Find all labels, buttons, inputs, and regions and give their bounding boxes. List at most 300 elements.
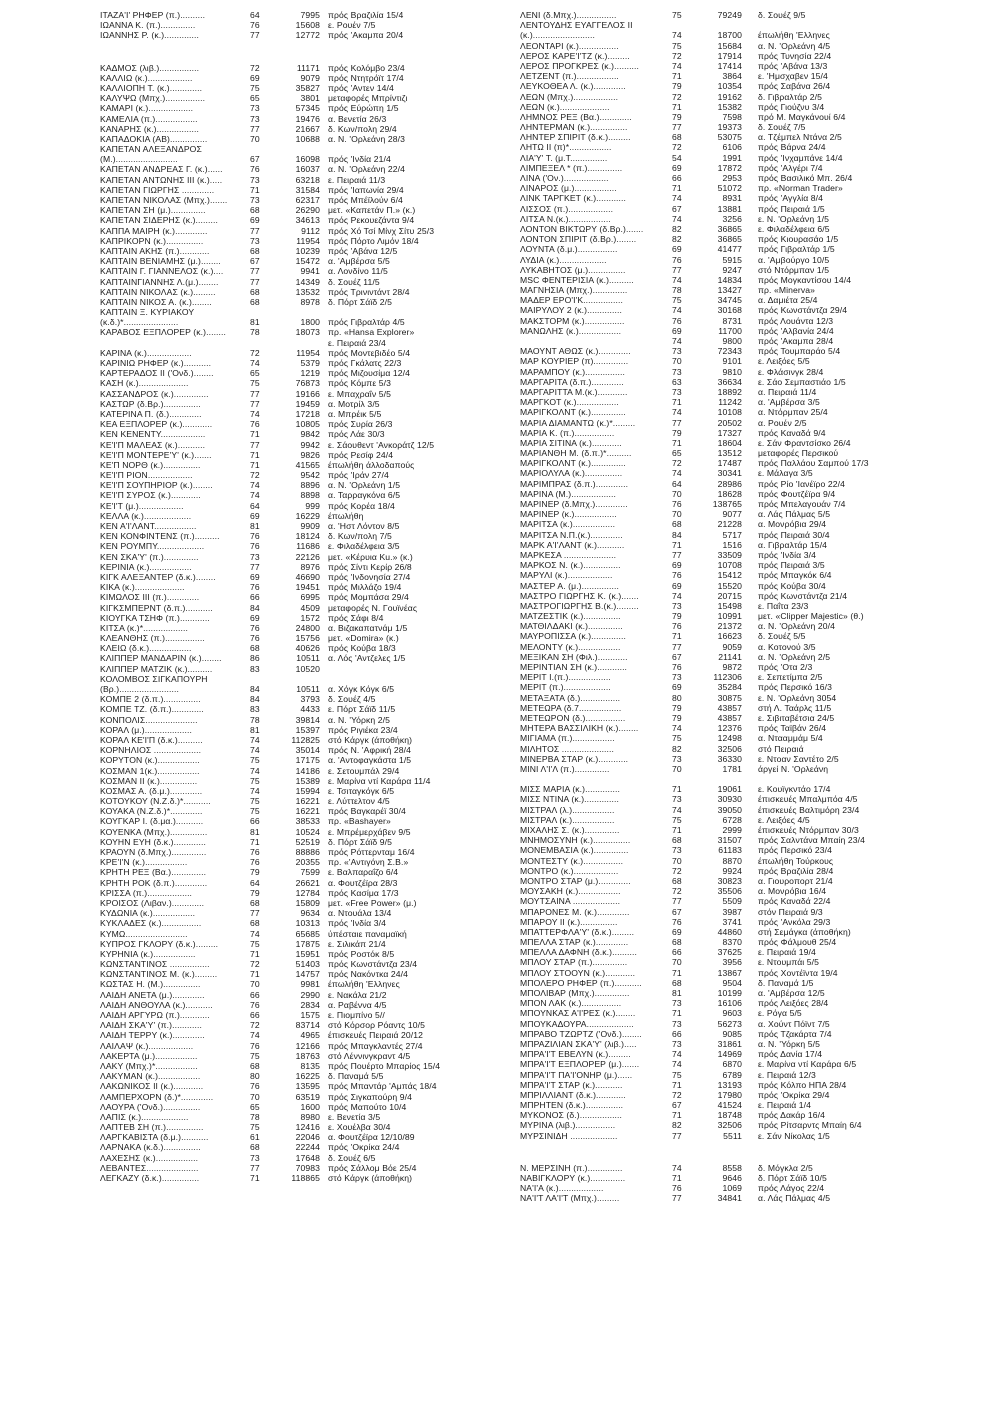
tonnage: 39814	[295, 714, 320, 725]
tonnage: 10708	[717, 560, 742, 571]
ship-status: πρός Λάγος 22/4	[758, 1183, 825, 1194]
build-year: 75	[250, 806, 260, 817]
build-year: 74	[672, 407, 682, 418]
ship-row	[520, 305, 950, 315]
build-year: 73	[250, 103, 260, 114]
tonnage: 4433	[300, 704, 320, 715]
ship-row	[100, 205, 500, 215]
build-year: 77	[672, 1193, 682, 1204]
tonnage: 17872	[717, 162, 742, 173]
ship-status: α. Ν. 'Υόρκη 5/5	[758, 1038, 820, 1049]
ship-row	[100, 908, 500, 918]
build-year: 74	[672, 60, 682, 71]
ship-name: ΛΟΝΤΟΝ ΣΠΙΡΙΤ (δ.Βρ.)........	[520, 234, 637, 245]
tonnage: 18124	[295, 531, 320, 542]
ship-status: α. Πειραιά 11/4	[758, 386, 817, 397]
ship-name: ΛΕΩΝ (κ.)....................	[520, 101, 610, 112]
ship-name: ΛΑΡΝΑΚΑ (κ.δ.)...............	[100, 1142, 201, 1153]
ship-status: πρός 'Ακαμπα 28/4	[758, 336, 834, 346]
build-year: 66	[250, 592, 260, 603]
tonnage: 43857	[717, 702, 742, 713]
build-year: 76	[672, 662, 682, 672]
ship-name: ΚΕΝ Α'Ι'ΛΑΝΤ.................	[100, 521, 197, 531]
ship-row	[100, 20, 500, 30]
ship-row	[100, 1041, 500, 1051]
ship-status: πρός Κόμπε 5/3	[328, 378, 391, 389]
ship-row	[520, 917, 950, 927]
build-year: 82	[672, 234, 682, 245]
ship-name: ΛΑΙΔΗ ΤΕΡΡΥ (κ.).............	[100, 1030, 205, 1041]
build-year: 74	[672, 590, 682, 601]
ship-row	[520, 733, 950, 743]
ship-row	[100, 460, 500, 470]
ship-name: ΝΑ'Ι'Α (κ.)..................	[520, 1183, 604, 1194]
ship-status: πρός Λουάντα 12/3	[758, 315, 834, 326]
ship-row	[100, 939, 500, 949]
tonnage: 37625	[717, 947, 742, 958]
build-year: 74	[250, 785, 260, 796]
tonnage: 17980	[717, 1089, 742, 1100]
tonnage: 12376	[717, 723, 742, 734]
build-year: 66	[672, 1028, 682, 1039]
ship-name: ΚΟΤΟΥΚΟΥ (Ν.Ζ.δ.)*...........	[100, 796, 211, 807]
tonnage: 5509	[722, 896, 742, 907]
tonnage: 36634	[717, 376, 742, 387]
build-year: 74	[672, 723, 682, 734]
tonnage: 1781	[722, 763, 742, 774]
ship-status: πρός 'Αντεν 14/4	[328, 82, 394, 93]
build-year: 66	[672, 947, 682, 958]
tonnage: 40626	[295, 643, 320, 654]
ship-row	[100, 175, 500, 185]
build-year: 73	[672, 1018, 682, 1029]
tonnage: 1516	[722, 539, 742, 550]
build-year: 84	[250, 694, 260, 705]
build-year: 68	[672, 132, 682, 143]
tonnage: 13512	[717, 448, 742, 459]
ship-status: δ. Γιβραλτάρ 2/5	[758, 91, 822, 102]
build-year: 73	[672, 794, 682, 805]
ship-name: ΛΑΟΥΡΑ ('Ονδ.)...............	[100, 1101, 201, 1112]
ship-status: δ. Σουέζ 7/5	[758, 122, 806, 133]
ship-row	[100, 226, 500, 236]
ship-name: ΜΠΑΤΤΕΡΦΛΑ'Υ' (δ.κ.).........	[520, 926, 635, 937]
ship-row	[520, 407, 950, 417]
build-year: 76	[250, 633, 260, 644]
build-year: 68	[672, 519, 682, 530]
tonnage: 15809	[295, 897, 320, 908]
ship-status: στό Κάργκ (άποθήκη)	[328, 1173, 413, 1183]
ship-status: α. Λάς Πάλμας 5/5	[758, 509, 831, 520]
ship-status: πρός Κόλπο ΗΠΑ 28/4	[758, 1079, 847, 1090]
tonnage: 44860	[717, 926, 742, 937]
ship-row	[520, 1039, 950, 1049]
tonnage: 16225	[295, 1071, 320, 1082]
ship-row	[520, 957, 950, 967]
ship-name: ΚΕ'Ι'Π ΜΑΛΕΑΣ (κ.)...........	[100, 439, 206, 450]
tonnage: 30823	[717, 875, 742, 886]
build-year: 64	[250, 10, 260, 20]
ship-status: πρός 'Οκρίκα 29/4	[758, 1089, 830, 1100]
tonnage: 15608	[295, 20, 320, 31]
ship-name: ΚΟΥΗΝ ΕΥΗ (δ.κ.).............	[100, 836, 206, 847]
ship-row	[100, 1142, 500, 1152]
ship-row	[100, 684, 500, 694]
ship-status: στό Κάργκ (άποθήκη)	[328, 734, 413, 745]
ship-status: ε. Κουϊγκντάο 17/4	[758, 784, 831, 795]
ship-row	[520, 397, 950, 407]
ship-name: ΜΑΤΘΙΛΔΑΚΙ (κ.)..............	[520, 621, 623, 632]
ship-status: ε. Ρόγα 5/5	[758, 1008, 802, 1019]
ship-name: ΛΑΚΥ (Μπχ.)*.................	[100, 1060, 198, 1071]
ship-row	[100, 562, 500, 572]
build-year: 71	[250, 1173, 260, 1183]
ship-row	[100, 399, 500, 409]
build-year: 76	[672, 621, 682, 632]
tonnage: 9842	[300, 429, 320, 440]
tonnage: 1991	[722, 152, 742, 163]
tonnage: 8896	[300, 480, 320, 491]
ship-name: MSC ΦΕΝΤΕΡΙΣΙΑ (κ.)..........	[520, 274, 634, 285]
tonnage: 15756	[295, 633, 320, 644]
tonnage: 11700	[718, 325, 742, 336]
ship-name: ΜΠΟΛΙΒΑΡ (Μπχ.)..............	[520, 988, 630, 998]
ship-row	[100, 1010, 500, 1020]
ship-name: ΚΕΑ ΕΞΠΛΟΡΕΡ (κ.)............	[100, 419, 213, 430]
tonnage: 72343	[717, 346, 742, 357]
ship-name: ΜΑΡΙΜΠΡΑΣ (δ.π.).............	[520, 478, 629, 489]
build-year: 81	[250, 724, 260, 735]
tonnage: 8976	[300, 561, 320, 572]
build-year: 72	[672, 142, 682, 153]
ship-row	[520, 998, 950, 1008]
ship-row	[520, 774, 950, 784]
build-year: 71	[672, 183, 682, 194]
ship-row	[520, 805, 950, 815]
ship-name: ΜΥΚΟΝΟΣ (δ.).................	[520, 1110, 623, 1121]
ship-name: ΜΑΡΚ Α'Ι'ΛΑΝΤ (κ.)...........	[520, 539, 625, 550]
ship-row	[100, 480, 500, 490]
ship-name: ΚΑΠΕΤΑΝ ΑΛΕΞΑΝΔΡΟΣ	[100, 144, 202, 155]
ship-status: πρός Μπαγκόκ 6/4	[758, 570, 832, 581]
ship-name: ΜΑΤΖΕΣΤΙΚ (κ.)...............	[520, 611, 621, 622]
build-year: 74	[672, 804, 682, 815]
ship-status: α. Ντόρμπαν 25/4	[758, 407, 828, 418]
ship-row	[520, 815, 950, 825]
ship-status: πρός Ντητρόϊτ 17/4	[328, 72, 404, 83]
tonnage: 19162	[717, 91, 742, 102]
ship-name: ΚΕΝ ΣΚΑ'Υ' (π.)..............	[100, 551, 199, 562]
ship-status: έπωλήθη 'Ελληνες	[758, 30, 830, 41]
ship-status: πρός Κιουρασάο 1/5	[758, 234, 839, 245]
build-year: 77	[250, 266, 260, 277]
ship-status: πρ. «Hansa Explorer»	[328, 327, 415, 338]
build-year: 68	[250, 286, 260, 297]
tonnage: 6106	[722, 142, 742, 153]
ship-row	[100, 704, 500, 714]
tonnage: 18604	[717, 437, 742, 448]
ship-row	[520, 489, 950, 499]
ship-status: πρός Νακόντκα 24/4	[328, 969, 409, 980]
ship-name: ΜΑΡΙΤΣΑ Ν.Π.(κ.).............	[520, 529, 623, 540]
build-year: 79	[672, 111, 682, 122]
ship-name: ΜΙΛΗΤΟΣ .....................	[520, 743, 615, 754]
tonnage: 30168	[717, 305, 742, 316]
ship-status: πρός Κορέα 18/4	[328, 500, 395, 511]
ship-status: πρός Κωνστάντζα 23/4	[328, 959, 418, 970]
build-year: 79	[672, 427, 682, 438]
ship-row	[100, 969, 500, 979]
tonnage: 35284	[717, 682, 742, 693]
build-year: 67	[250, 256, 260, 267]
tonnage: 35827	[295, 82, 320, 93]
ship-status: α. Μονρόβια 16/4	[758, 886, 827, 897]
ship-name: ΜΕΡΙΤ Ι.(π.).................	[520, 672, 611, 683]
build-year: 69	[250, 510, 260, 521]
tonnage: 9542	[300, 470, 320, 481]
ship-name: ΜΑΡΓΑΡΙΤΑ (δ.π.).............	[520, 376, 624, 387]
ship-row	[520, 346, 950, 356]
ship-name: ΜΑΥΡΟΠΙΣΣΑ (κ.)..............	[520, 631, 626, 642]
build-year: 73	[672, 386, 682, 397]
ship-name: ΚΛΕΙΩ (δ.κ.).................	[100, 643, 192, 654]
ship-name: ΛΗΤΩ ΙΙ (π)*.................	[520, 142, 612, 153]
ship-status: πρός Ρίο 'Ιανέϊρο 22/4	[758, 478, 845, 489]
tonnage: 9247	[722, 264, 742, 275]
ship-name: ΙΤΑΖΑ'Ι' ΡΗΦΕΡ (π.)..........	[100, 10, 206, 20]
tonnage: 7598	[722, 111, 742, 122]
tonnage: 13532	[295, 286, 320, 297]
build-year: 74	[250, 1030, 260, 1041]
ship-status: στό Λέννινγκραντ 4/5	[328, 1050, 411, 1061]
ship-row	[100, 1051, 500, 1061]
build-year: 71	[672, 825, 682, 835]
tonnage: 13427	[717, 285, 742, 296]
build-year: 77	[250, 561, 260, 572]
ship-row	[520, 652, 950, 662]
build-year: 71	[672, 539, 682, 550]
ship-name: ΜΕΡΙΤ (π.)...................	[520, 682, 611, 693]
ship-status: δ. Μόγκλα 2/5	[758, 1162, 813, 1173]
ship-status: α. Ντααμμάμ 5/4	[758, 733, 823, 744]
ship-row	[520, 570, 950, 580]
tonnage: 8731	[722, 315, 742, 326]
ship-status: ε. Φιλαδέλφεια 3/5	[328, 541, 400, 552]
ship-name: ΚΙΓΚ ΑΛΕΞΑΝΤΕΡ (δ.κ.)........	[100, 571, 216, 582]
ship-status: πρ. «Minerva»	[758, 285, 816, 296]
build-year: 68	[250, 643, 260, 654]
build-year: 73	[672, 845, 682, 856]
build-year: 76	[250, 1081, 260, 1092]
ship-status: πρός Μιζουσίμα 12/4	[328, 368, 411, 379]
ship-name: ΚΕ'Ι'Π ΜΟΝΤΕΡΕ'Υ' (κ.).......	[100, 449, 212, 460]
ship-row	[520, 51, 950, 61]
ship-name: ΚΩΝΣΤΑΝΤΙΝΟΣ ................	[100, 959, 210, 970]
ship-row	[520, 540, 950, 550]
build-year: 77	[250, 908, 260, 919]
ship-row	[100, 10, 500, 20]
build-year: 76	[250, 1040, 260, 1051]
ship-row	[100, 501, 500, 511]
ship-name: ΛΙΤΣΑ Ν.(κ.).................	[520, 213, 611, 224]
ship-row	[100, 1102, 500, 1112]
ship-name: ΚΑΠΕΤΑΝ ΣΗ (μ.)..............	[100, 205, 206, 216]
ship-row	[520, 601, 950, 611]
ship-status: πρός Ν. 'Αφρική 28/4	[328, 745, 412, 756]
build-year: 68	[672, 977, 682, 988]
ship-name: ΜΟΝΤΡΟ ΣΤΑΡ (μ.).............	[520, 875, 631, 886]
ship-status: πρός Σαλντάνα Μπαίη 23/4	[758, 835, 866, 846]
ship-row	[100, 1112, 500, 1122]
ship-row	[100, 582, 500, 592]
build-year: 69	[250, 612, 260, 623]
ship-row	[520, 418, 950, 428]
ship-row	[520, 896, 950, 906]
ship-status: α. Ν. 'Ορλεάνη 28/3	[328, 133, 405, 144]
ship-name: ΚΙΓΚΣΜΠΕΡΝΤ (δ.π.)...........	[100, 602, 213, 613]
ship-name: ΜΟΝΤΕΣΤΥ (κ.)................	[520, 855, 624, 866]
ship-name: ΛΕΟΝΤΑΡΙ (κ.)................	[520, 40, 619, 51]
ship-status: α. 'Αμβέρσα 3/5	[758, 397, 820, 408]
ship-name: ΚΑΝΑΡΗΣ (κ.).................	[100, 123, 199, 134]
ship-status: πρός Σάφι 8/4	[328, 612, 384, 623]
ship-status: ε. Πειραιά 23/4	[328, 337, 386, 348]
ship-row	[100, 409, 500, 419]
build-year: 71	[672, 631, 682, 642]
ship-row	[520, 102, 950, 112]
ship-status: πρός 'Ακαμπα 20/4	[328, 30, 404, 41]
build-year: 65	[250, 368, 260, 379]
ship-name: ΙΩΑΝΝΗΣ Ρ. (κ.)..............	[100, 30, 200, 41]
ship-row	[100, 389, 500, 399]
ship-row	[100, 73, 500, 83]
ship-name: ΜΙΣΤΡΑΛ (κ.).................	[520, 814, 615, 825]
ship-status: πρ. «Bashayer»	[328, 816, 391, 827]
tonnage: 10313	[295, 918, 320, 929]
ship-row	[100, 541, 500, 551]
tonnage: 41524	[717, 1100, 742, 1111]
build-year: 80	[250, 1071, 260, 1082]
ship-row	[100, 236, 500, 246]
build-year: 68	[250, 296, 260, 307]
ship-status: α. Μοτρίλ 3/5	[328, 398, 380, 409]
build-year: 72	[672, 1089, 682, 1100]
build-year: 67	[672, 1100, 682, 1111]
build-year: 74	[672, 468, 682, 479]
build-year: 76	[672, 916, 682, 927]
build-year: 74	[250, 765, 260, 776]
tonnage: 41565	[295, 459, 320, 470]
ship-status: πρός Σίντι Κερίρ 26/8	[328, 561, 412, 572]
ship-name: ΜΑΡΑΜΠΟΥ (κ.)................	[520, 366, 625, 377]
ship-name: ΛΕΡΟΣ ΚΑΡΕ'Ι'ΤΖ (κ.).........	[520, 50, 630, 61]
ship-name: ΚΟΡΥΤΟΝ (κ.).................	[100, 755, 200, 766]
build-year: 73	[672, 366, 682, 377]
tonnage: 35014	[295, 745, 320, 756]
ship-status: α. Μπρέικ 5/5	[328, 408, 382, 419]
ship-name: ΜΑΡΓΚΟΤ (κ.).................	[520, 397, 619, 408]
ship-row	[520, 1008, 950, 1018]
ship-status: ε. Λειξόες 4/5	[758, 814, 810, 825]
build-year: 84	[672, 529, 682, 540]
tonnage: 10511	[296, 653, 320, 664]
ship-status: πρός 'Αγγλία 8/4	[758, 193, 824, 204]
ship-row	[100, 949, 500, 959]
ship-name: ΜΠΡΑ'Ι'Τ ΣΤΑΡ (κ.)...........	[520, 1079, 623, 1090]
ship-name: ΜΑΝΩΛΗΣ (κ.).................	[520, 325, 622, 336]
ship-status: πρός Κούβα 30/4	[758, 580, 826, 591]
build-year: 75	[672, 10, 682, 20]
build-year: 71	[672, 784, 682, 795]
ship-status: α. Χούντ Πόϊντ 7/5	[758, 1018, 830, 1029]
ship-row	[100, 378, 500, 388]
ship-status: ε. Τσιταγκόγκ 6/5	[328, 785, 395, 796]
ship-row	[520, 204, 950, 214]
ship-status: ε. Σάουθεντ 'Ανκοράτζ 12/5	[328, 439, 435, 450]
ship-row	[100, 93, 500, 103]
ship-status: πρός Μπαγκλαντές 27/4	[328, 1040, 423, 1051]
ship-row	[100, 164, 500, 174]
tonnage: 36330	[717, 753, 742, 764]
ship-status: πρ. «Norman Trader»	[758, 183, 843, 194]
ship-row	[520, 285, 950, 295]
ship-name: ΚΑΤΕΡΙΝΑ Π. (δ.).............	[100, 408, 202, 419]
tonnage: 52519	[295, 836, 320, 847]
ship-status: πρός Κολόμβο 23/4	[328, 62, 405, 73]
tonnage: 9603	[722, 1008, 742, 1019]
ship-name: ΛΥΚΑΒΗΤΟΣ (μ.)...............	[520, 264, 626, 275]
ship-name: ΛΟΝΤΟΝ ΒΙΚΤΩΡΥ (δ.Βρ.).......	[520, 223, 644, 234]
ship-row	[520, 316, 950, 326]
section-gap	[520, 1141, 950, 1163]
ship-name: (Μ.).........................	[100, 154, 178, 165]
ship-name: ΚΕΝ ΡΟΥΜΠΥ...................	[100, 541, 205, 552]
ship-status: ε. Σιλικάπ 21/4	[328, 938, 386, 949]
tonnage: 61183	[718, 845, 742, 856]
ship-status: πρός 'Οκρίκα 24/4	[328, 1142, 400, 1153]
ship-row	[100, 419, 500, 429]
build-year: 76	[672, 499, 682, 509]
right-column	[520, 10, 950, 1204]
ship-row	[100, 246, 500, 256]
ship-name: ΚΟΣΜΑΝ 1(κ.).................	[100, 765, 200, 776]
ship-status: πρό Μ. Μαγκάνουί 6/4	[758, 111, 846, 122]
ship-name: ΚΕ'Ι'Π ΣΥΡΟΣ (κ.)............	[100, 490, 201, 501]
ship-name: ΚΟΜΠΕ ΤΖ. (δ.π.).............	[100, 704, 204, 715]
tonnage: 9981	[300, 979, 320, 990]
ship-status: πρός Βασιλικό Μπ. 26/4	[758, 173, 853, 183]
tonnage: 14834	[717, 274, 742, 285]
build-year: 71	[672, 101, 682, 112]
tonnage: 21667	[295, 123, 320, 134]
ship-row	[100, 898, 500, 908]
ship-name: ΛΑΜΠΕΡΧΟΡΝ (δ.)*.............	[100, 1091, 214, 1102]
ship-name: ΚΟΥΑΚΑ (Ν.Ζ.δ.)*.............	[100, 806, 203, 817]
ship-name: ΚΕΡΙΝΙΑ (κ.).................	[100, 561, 192, 572]
ship-row	[520, 927, 950, 937]
ship-status: α. Λάς Πάλμας 4/5	[758, 1193, 831, 1204]
ship-name: ΚΥΠΡΟΣ ΓΚΛΟΡΥ (δ.κ.).........	[100, 938, 219, 949]
ship-row	[520, 693, 950, 703]
tonnage: 17487	[717, 458, 742, 469]
ship-name: ΚΑΠΕΤΑΝ ΑΝΤΩΝΗΣ ΙΙΙ (κ.).....	[100, 174, 223, 185]
ship-name: ΝΑ'Ι'Τ ΛΑ'Ι'Τ (Μπχ.).........	[520, 1193, 620, 1204]
build-year: 73	[672, 753, 682, 764]
ship-status: α. 'Αμβέρσα 12/5	[758, 988, 825, 998]
ship-name: ΚΥΔΩΝΙΑ (κ.).................	[100, 908, 196, 919]
ship-row	[100, 613, 500, 623]
tonnage: 13881	[717, 203, 742, 214]
